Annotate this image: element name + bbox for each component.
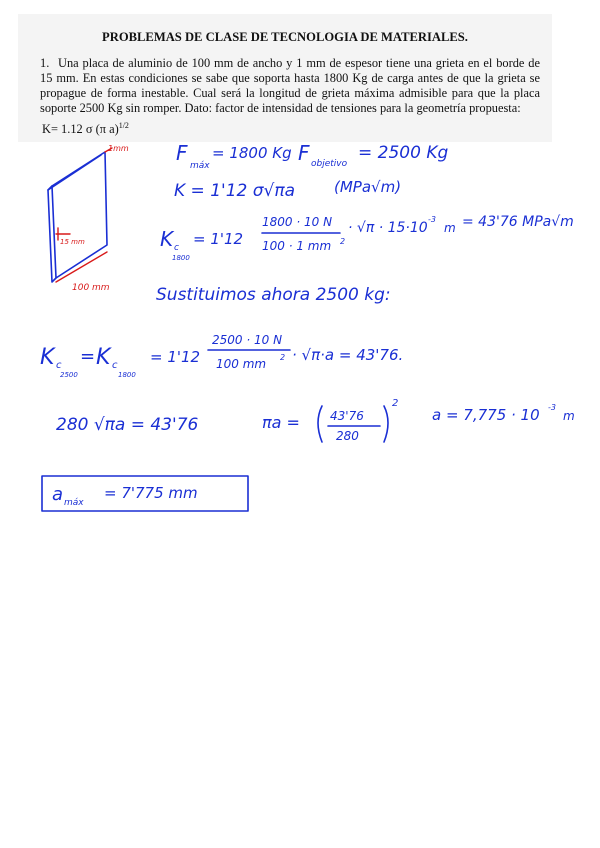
eq3-result-exp: -3 <box>548 403 556 412</box>
eq3-mid: πa = <box>262 413 300 432</box>
kc-1800-line <box>160 214 574 262</box>
answer-symbol: a <box>52 484 64 505</box>
kc2500-symbol: K <box>40 345 55 370</box>
kc-root-unit: m <box>444 221 456 235</box>
eq2-root: · √π·a = 43'76. <box>292 346 404 364</box>
fig-width-label: 100 mm <box>72 283 110 293</box>
kc1800-subscript: c <box>112 360 118 371</box>
problem-text: Una placa de aluminio de 100 mm de ancho y 1 mm de espesor tiene una grieta en el borde de 15 mm. En estas condiciones se sabe que soporta hasta 1800 Kg de carga antes de que la grieta se propague de forma inestable. Cual será la longitud de grieta máxima admisible para que la placa soporte 2500 Kg sin romper. Dato: factor de intensidad de tensiones para la geometría propuesta: <box>40 56 540 115</box>
fmax-subscript: máx <box>190 161 210 171</box>
fig-crack-label: 15 mm <box>60 238 85 246</box>
fmax-value: = 1800 Kg <box>212 144 292 162</box>
eq2-numerator: 2500 · 10 N <box>212 333 283 347</box>
eq3-exponent: 2 <box>392 398 399 409</box>
eq3-lhs: 280 √πa = 43'76 <box>56 415 199 435</box>
kc1800-symbol: K <box>96 345 111 370</box>
kc-root: · √π · 15·10 <box>348 220 428 236</box>
kc1800-subscript-value: 1800 <box>118 371 136 379</box>
eq3-fraction-numerator: 43'76 <box>330 409 364 423</box>
kc-equals-sign: = <box>80 346 96 367</box>
fmax-symbol: F <box>176 141 188 165</box>
eq3-result-unit: m <box>563 409 575 423</box>
kc-root-exp: -3 <box>428 215 436 224</box>
kc-numerator: 1800 · 10 N <box>262 215 333 229</box>
kc-denominator: 100 · 1 mm <box>262 239 332 253</box>
kc-denominator-exp: 2 <box>340 237 346 246</box>
eq2-denominator: 100 mm <box>216 357 267 371</box>
kc-result: = 43'76 MPa√m <box>462 214 574 230</box>
kc-subscript: c <box>174 243 179 253</box>
eq2-denominator-exp: 2 <box>280 353 286 362</box>
fobj-subscript: objetivo <box>311 159 348 169</box>
kc2500-subscript: c <box>56 360 62 371</box>
k-formula-line <box>174 178 401 201</box>
forces-line <box>176 141 448 171</box>
k-units: (MPa√m) <box>334 178 402 196</box>
kc-symbol: K <box>160 227 174 251</box>
kc-2500-line <box>40 333 403 379</box>
document-title: PROBLEMAS DE CLASE DE TECNOLOGIA DE MATERIALES. <box>102 30 468 44</box>
eq3-result: a = 7,775 · 10 <box>432 406 540 424</box>
answer-subscript: máx <box>64 498 84 508</box>
substitution-note: Sustituimos ahora 2500 kg: <box>156 285 391 305</box>
fig-thickness-label: 1mm <box>108 144 129 153</box>
eq3-fraction-denominator: 280 <box>336 429 359 443</box>
eq2-equals: = 1'12 <box>150 348 201 366</box>
answer-value: = 7'775 mm <box>104 484 198 502</box>
kc-subscript-1800: 1800 <box>172 254 190 262</box>
solve-line <box>56 398 575 443</box>
problem-number: 1. <box>40 56 50 70</box>
kc-equals: = 1'12 <box>193 230 244 248</box>
answer-box <box>42 476 248 511</box>
formula-main: K= 1.12 σ (π a) <box>42 122 119 136</box>
kc2500-subscript-value: 2500 <box>60 371 78 379</box>
fobj-symbol: F <box>298 141 310 165</box>
plate-sketch <box>48 144 129 293</box>
k-formula: K = 1'12 σ√πa <box>174 181 295 201</box>
formula-exponent: 1/2 <box>118 121 129 130</box>
fobj-value: = 2500 Kg <box>358 143 449 163</box>
